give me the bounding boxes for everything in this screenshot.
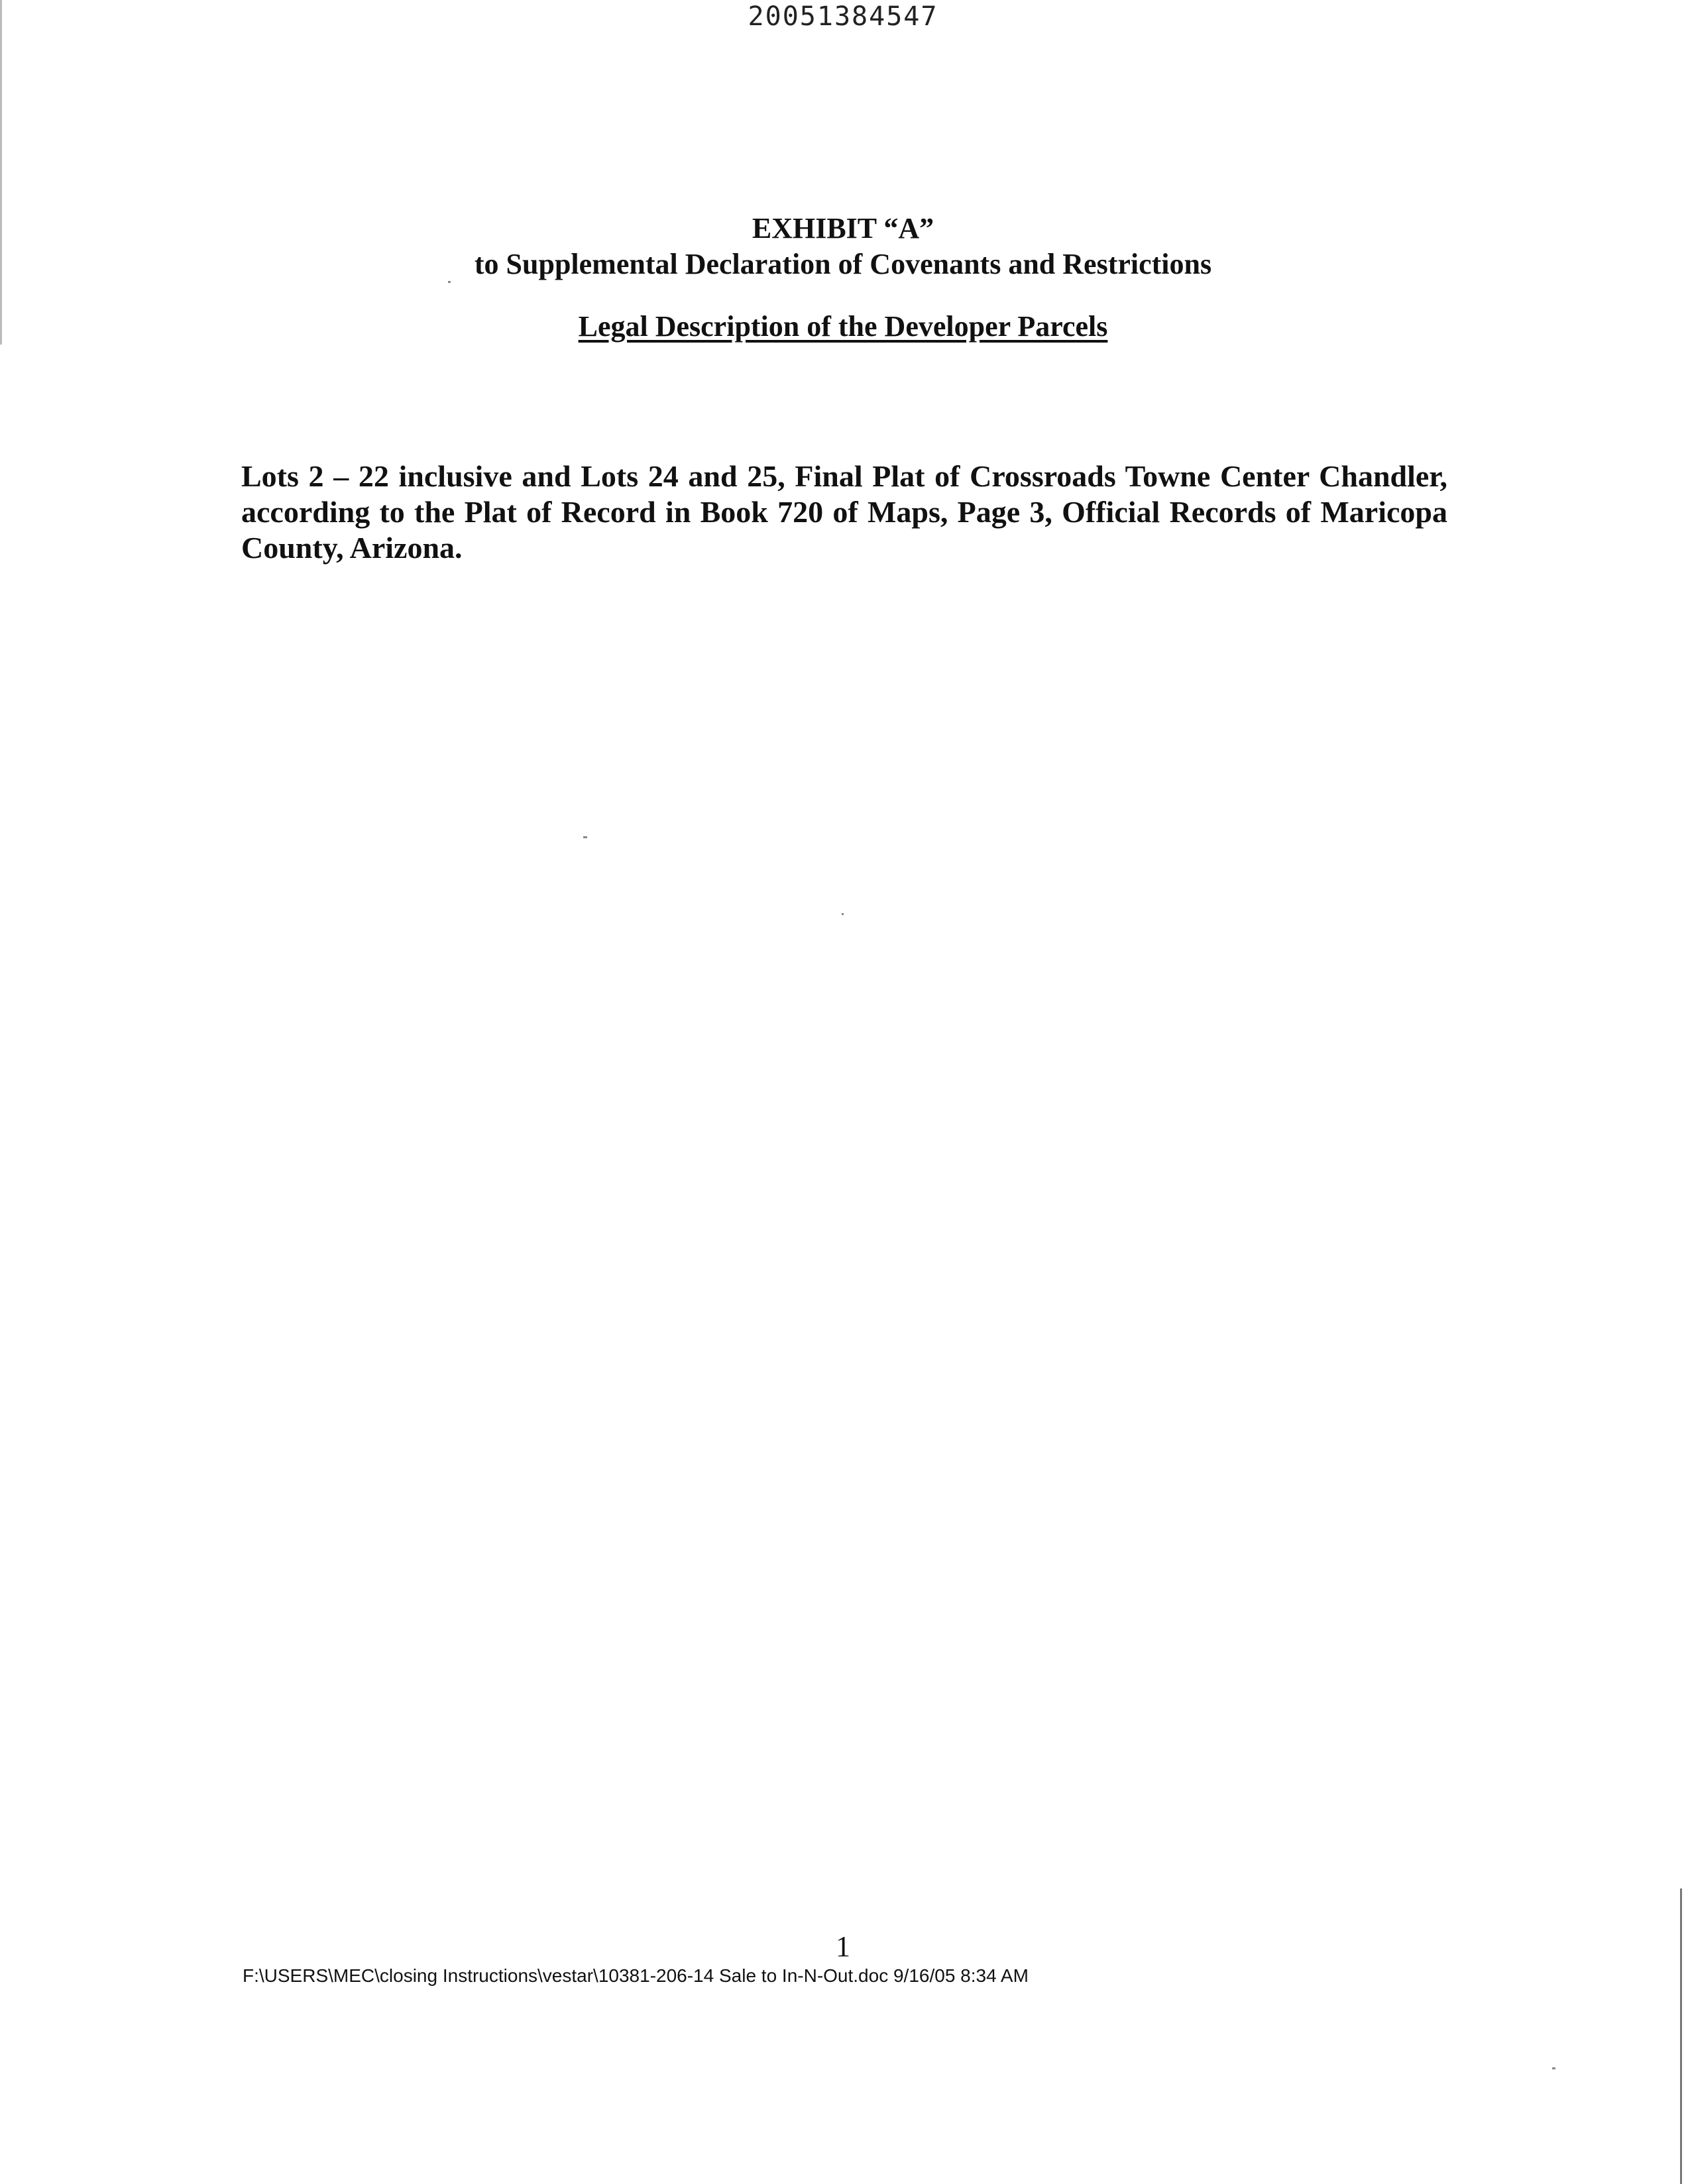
exhibit-title: EXHIBIT “A” [752, 212, 934, 245]
scan-speck [842, 913, 844, 915]
recording-number: 20051384547 [748, 1, 938, 32]
scan-speck [583, 836, 587, 838]
exhibit-heading: Legal Description of the Developer Parcels [578, 310, 1108, 343]
page-number: 1 [836, 1930, 850, 1963]
exhibit-header [0, 211, 1686, 345]
legal-description: Lots 2 – 22 inclusive and Lots 24 and 25, Final Plat of Crossroads Towne Center Chandler, according to the Plat of Record in Book 720 of Maps, Page 3, Official Records of Maricopa County, Arizona. [241, 459, 1447, 565]
scan-speck [1552, 2067, 1555, 2069]
file-path-footer: F:\USERS\MEC\closing Instructions\vestar\10381-206-14 Sale to In-N-Out.doc 9/16/05 8:34 AM [243, 1965, 1029, 1986]
exhibit-subtitle: to Supplemental Declaration of Covenants and Restrictions [474, 248, 1212, 280]
